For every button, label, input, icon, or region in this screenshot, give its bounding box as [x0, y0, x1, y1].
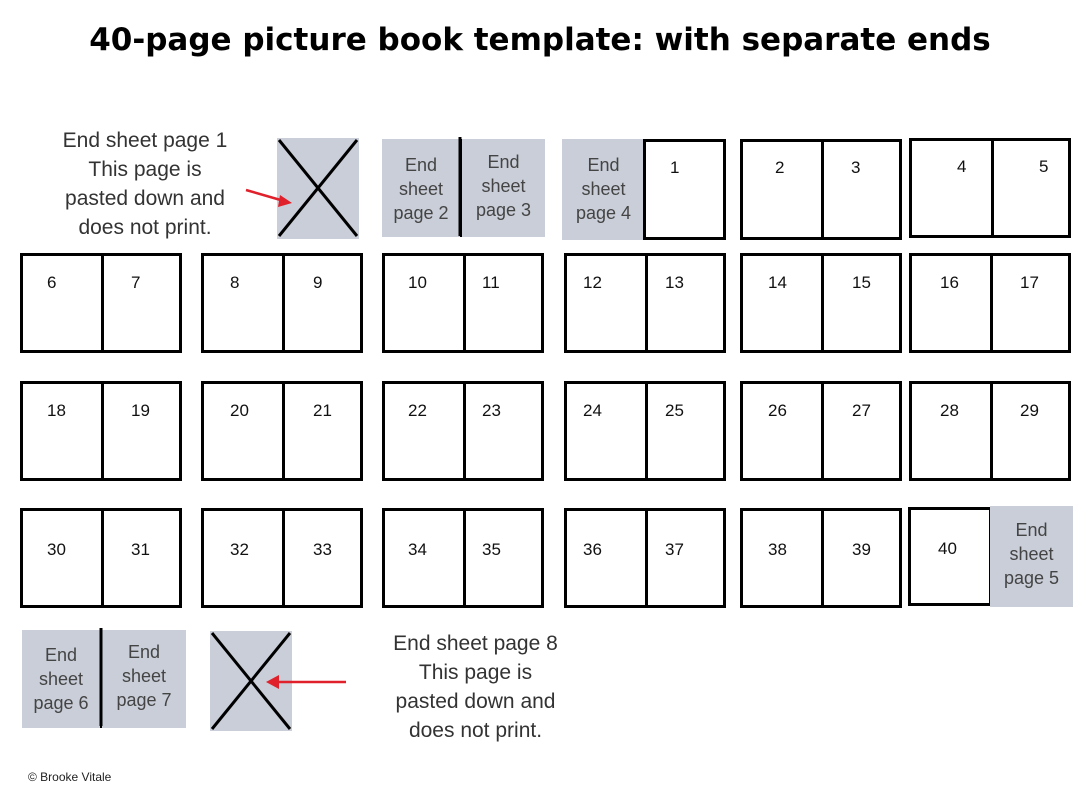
page-number: 32	[230, 540, 249, 559]
note-line: does not print.	[408, 719, 543, 742]
end-sheet-label: sheet	[1009, 544, 1054, 564]
page-number: 6	[47, 273, 57, 292]
page-number: 29	[1020, 401, 1039, 420]
end-sheet-label: sheet	[481, 176, 526, 196]
end-sheet-label: sheet	[398, 179, 444, 199]
page-number: 26	[768, 401, 787, 420]
front-cross-mark	[279, 140, 357, 236]
page-number: 13	[665, 273, 684, 292]
page-number: 27	[852, 401, 871, 420]
page-number: 25	[665, 401, 684, 420]
note-line: pasted down and	[395, 690, 556, 713]
end-sheet-label: End	[127, 642, 161, 662]
page-number: 12	[583, 273, 602, 292]
page-number: 18	[47, 401, 66, 420]
page-number: 39	[852, 540, 871, 559]
page-number: 5	[1039, 157, 1049, 176]
page-number: 23	[482, 401, 501, 420]
page-number: 10	[408, 273, 427, 292]
page-number: 19	[131, 401, 150, 420]
page-number: 1	[670, 158, 680, 177]
end-sheet-spine-line	[101, 137, 460, 726]
page-number: 7	[131, 273, 141, 292]
note-line: This page is	[88, 158, 202, 181]
note-line: End sheet page 1	[62, 129, 228, 152]
end-sheet-label: page 2	[393, 203, 449, 223]
page-number: 22	[408, 401, 427, 420]
end-sheet-label: page 5	[1003, 568, 1060, 588]
page-number: 28	[940, 401, 959, 420]
end-sheet-label: page 7	[116, 690, 172, 710]
end-sheet-label: End	[404, 155, 438, 175]
note-line: does not print.	[78, 216, 212, 239]
page-number: 8	[230, 273, 240, 292]
page-number: 38	[768, 540, 787, 559]
page-number: 9	[313, 273, 323, 292]
page-number: 34	[408, 540, 427, 559]
page-number: 4	[957, 157, 967, 176]
page-number: 36	[583, 540, 602, 559]
front-arrow-icon	[246, 190, 292, 207]
page-number: 33	[313, 540, 332, 559]
page-number: 3	[851, 158, 861, 177]
end-sheet-label: page 6	[33, 693, 89, 713]
end-sheet-label: End	[1015, 520, 1048, 540]
page-number: 11	[482, 273, 500, 292]
page-number: 15	[852, 273, 871, 292]
page-number: 24	[583, 401, 602, 420]
page-number: 37	[665, 540, 684, 559]
page-number: 2	[775, 158, 785, 177]
end-sheet-label: End	[44, 645, 78, 665]
end-sheet-label: End	[587, 155, 620, 175]
page-number: 35	[482, 540, 501, 559]
end-sheet-label: sheet	[38, 669, 84, 689]
end-sheet-label: sheet	[121, 666, 167, 686]
note-line: pasted down and	[65, 187, 225, 210]
page-number: 21	[313, 401, 332, 420]
page-number: 20	[230, 401, 249, 420]
note-line: End sheet page 8	[393, 632, 558, 655]
note-line: This page is	[418, 661, 533, 684]
page-number: 40	[938, 539, 957, 558]
page-number: 30	[47, 540, 66, 559]
end-sheet-label: End	[487, 152, 520, 172]
page-number: 31	[131, 540, 150, 559]
end-sheet-label: page 3	[475, 200, 532, 220]
page-number: 16	[940, 273, 959, 292]
end-sheet-label: sheet	[581, 179, 626, 199]
page-number: 14	[768, 273, 787, 292]
page-number: 17	[1020, 273, 1039, 292]
page-title: 40-page picture book template: with separate ends	[89, 22, 991, 58]
copyright-notice: © Brooke Vitale	[28, 770, 112, 784]
back-arrow-icon	[266, 675, 346, 689]
end-sheet-label: page 4	[575, 203, 632, 223]
